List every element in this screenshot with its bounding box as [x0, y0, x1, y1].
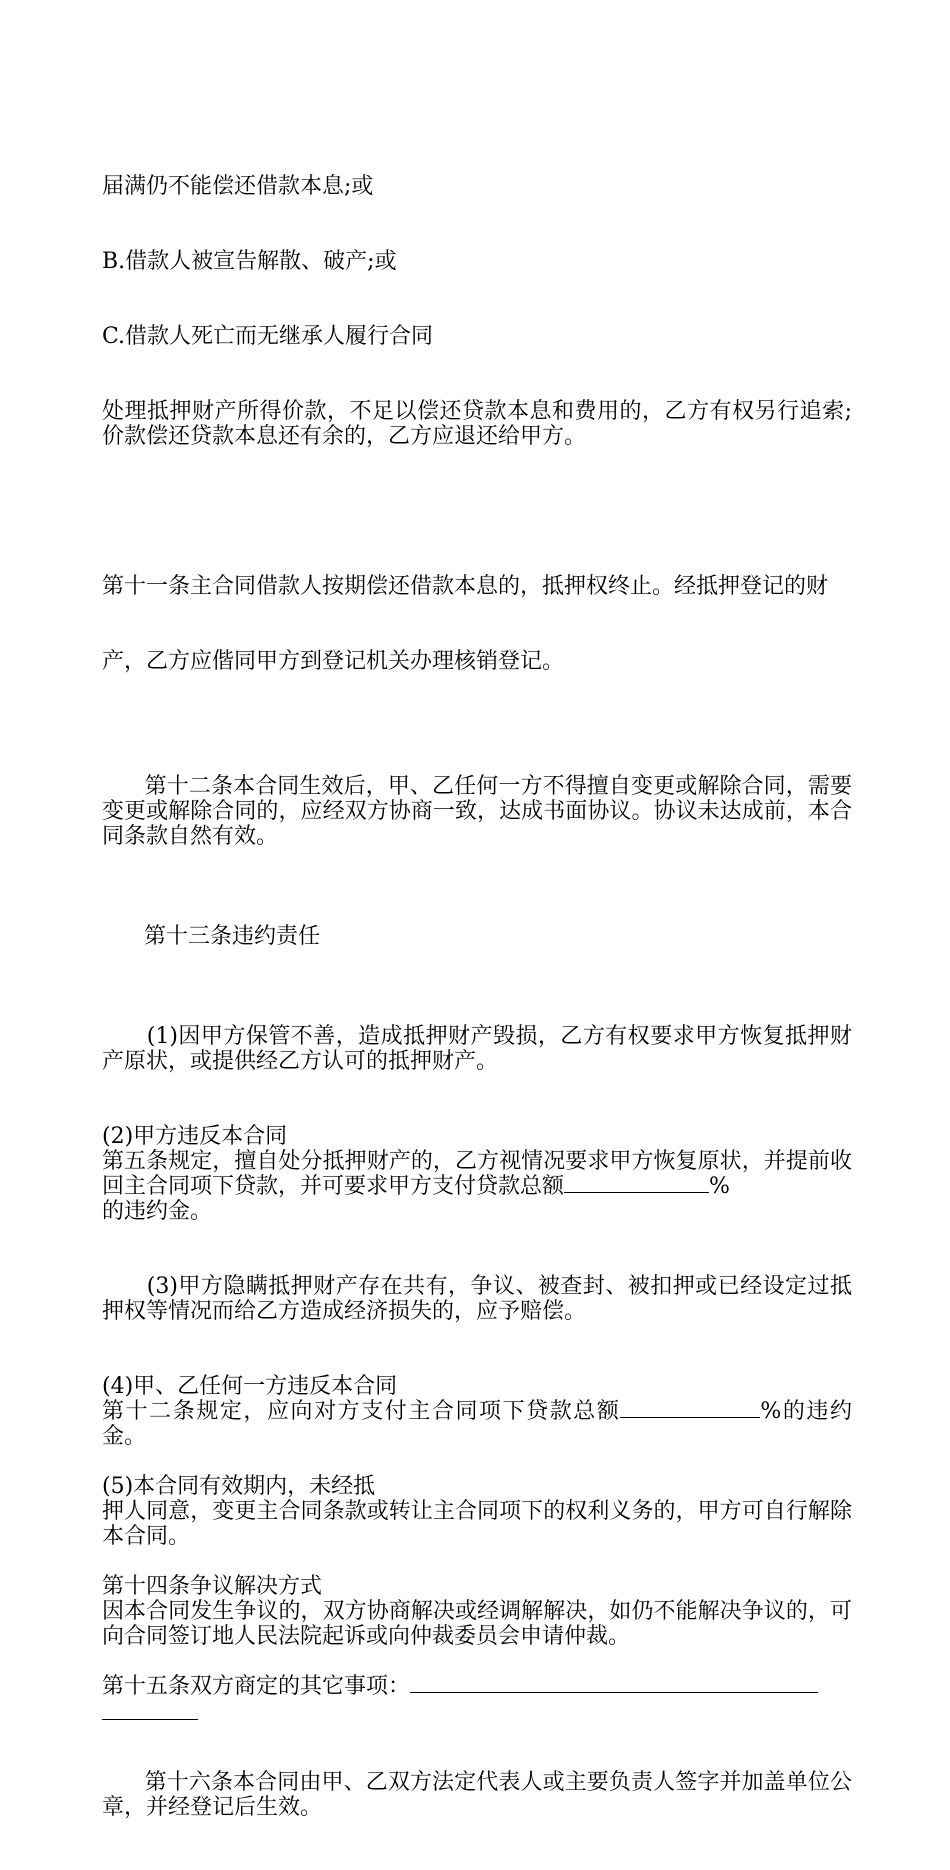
text-line: 第十三条违约责任 [143, 924, 320, 949]
text-line: (5)本合同有效期内，未经抵 [102, 1474, 376, 1499]
text-line: 押人同意，变更主合同条款或转让主合同项下的权利义务的，甲方可自行解除本合同。 [102, 1499, 852, 1549]
liability-item-1 [102, 999, 852, 1099]
text-line: 第十五条双方商定的其它事项： [102, 1674, 411, 1699]
article-11 [102, 524, 852, 724]
text-line: (2)甲方违反本合同 [102, 1124, 288, 1149]
liability-item-5 [102, 1474, 852, 1549]
liability-item-3 [102, 1249, 852, 1349]
text-line: 第十一条主合同借款人按期偿还借款本息的，抵押权终止。经抵押登记的财 [102, 574, 829, 599]
text-line: 处理抵押财产所得价款，不足以偿还贷款本息和费用的，乙方有权另行追索;价款偿还贷款本息还有余的，乙方应退还给甲方。 [102, 399, 852, 449]
article-14 [102, 1574, 852, 1649]
liability-item-4 [102, 1374, 852, 1449]
document-body [102, 124, 852, 1870]
text-line: % [709, 1174, 730, 1199]
paragraph-default-conditions [102, 124, 852, 499]
text-line: 第十四条争议解决方式 [102, 1574, 323, 1599]
text-line: C.借款人死亡而无继承人履行合同 [102, 324, 434, 349]
article-15 [102, 1674, 852, 1720]
blank-field [620, 1399, 760, 1418]
text-line: (3)甲方隐瞒抵押财产存在共有，争议、被查封、被扣押或已经设定过抵押权等情况而给乙方造成经济损失的，应予赔偿。 [102, 1274, 852, 1324]
text-line: B.借款人被宣告解散、破产;或 [102, 249, 397, 274]
blank-field [102, 1701, 198, 1720]
text-line: 因本合同发生争议的，双方协商解决或经调解解决，如仍不能解决争议的，可向合同签订地人民法院起诉或向仲裁委员会申请仲裁。 [102, 1599, 852, 1649]
text-line: 第十二条规定，应向对方支付主合同项下贷款总额 [102, 1399, 621, 1424]
text-line: (1)因甲方保管不善，造成抵押财产毁损，乙方有权要求甲方恢复抵押财产原状，或提供经乙方认可的抵押财产。 [102, 1024, 852, 1074]
text-line: %的违约金。 [102, 1399, 852, 1449]
text-line: 第十六条本合同由甲、乙双方法定代表人或主要负责人签字并加盖单位公章，并经登记后生效。 [102, 1770, 852, 1820]
text-line: 第十二条本合同生效后，甲、乙任何一方不得擅自变更或解除合同，需要变更或解除合同的，应经双方协商一致，达成书面协议。协议未达成前，本合同条款自然有效。 [102, 774, 852, 849]
text-line: 的违约金。 [102, 1199, 213, 1224]
article-13-title [102, 899, 852, 974]
article-16 [102, 1745, 852, 1845]
liability-item-2 [102, 1124, 852, 1224]
text-line: 产，乙方应偕同甲方到登记机关办理核销登记。 [102, 649, 565, 674]
text-line: (4)甲、乙任何一方违反本合同 [102, 1374, 398, 1399]
blank-field [564, 1174, 709, 1193]
article-12 [102, 749, 852, 874]
text-line: 届满仍不能偿还借款本息;或 [102, 174, 374, 199]
text-line: 第五条规定，擅自处分抵押财产的，乙方视情况要求甲方恢复原状，并提前收回主合同项下贷款，并可要求甲方支付贷款总额 [102, 1149, 852, 1199]
blank-field [410, 1674, 818, 1693]
